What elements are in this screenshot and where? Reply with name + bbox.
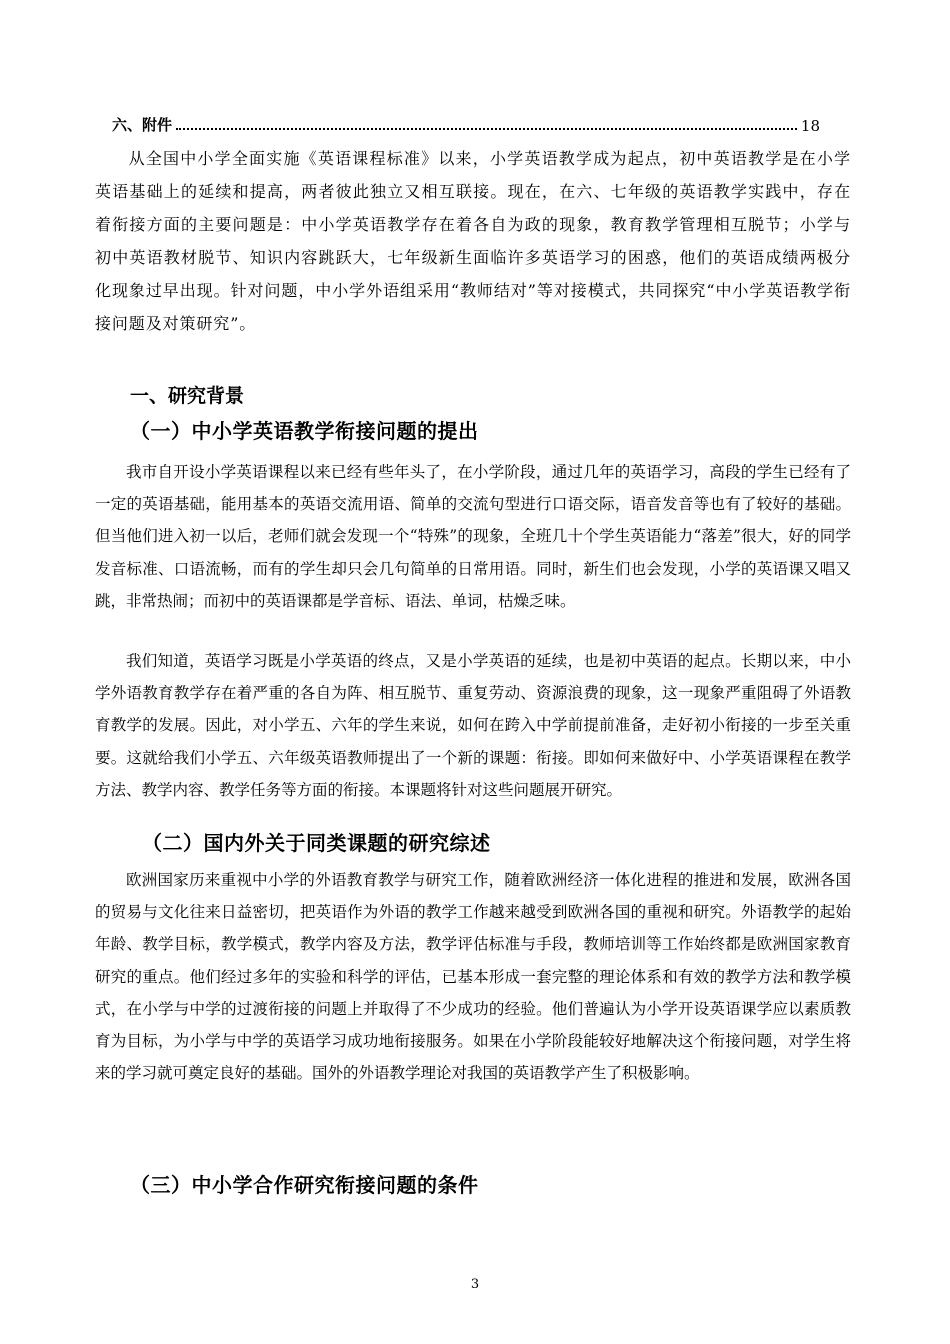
toc-entry	[112, 113, 820, 135]
subsection-heading-1: （一）中小学英语教学衔接问题的提出	[130, 419, 479, 443]
toc-entry-page: 18	[800, 117, 820, 135]
subsection-heading-2: （二）国内外关于同类课题的研究综述	[142, 831, 491, 855]
toc-entry-label: 六、附件	[112, 116, 173, 134]
toc-leader-dots	[176, 128, 797, 130]
section-heading-research-background: 一、研究背景	[130, 385, 245, 407]
subsection1-paragraph-1: 我市自开设小学英语课程以来已经有些年头了，在小学阶段，通过几年的英语学习，高段的学生已经有了一定的英语基础，能用基本的英语交流用语、简单的交流句型进行口语交际，语音发音等也有了较好的基础。但当他们进入初一以后，老师们就会发现一个“特殊”的现象，全班几十个学生英语能力“落差”很大，好的同学发音标准、口语流畅，而有的学生却只会几句简单的日常用语。同时，新生们也会发现，小学的英语课又唱又跳，非常热闹；而初中的英语课都是学音标、语法、单词，枯燥乏味。	[95, 463, 851, 610]
subsection1-paragraph-2: 我们知道，英语学习既是小学英语的终点，又是小学英语的延续，也是初中英语的起点。长期以来，中小学外语教育教学存在着严重的各自为阵、相互脱节、重复劳动、资源浪费的现象，这一现象严重阻碍了外语教育教学的发展。因此，对小学五、六年的学生来说，如何在跨入中学前提前准备，走好初小衔接的一步至关重要。这就给我们小学五、六年级英语教师提出了一个新的课题：衔接。即如何来做好中、小学英语课程在教学方法、教学内容、教学任务等方面的衔接。本课题将针对这些问题展开研究。	[95, 652, 851, 799]
subsection2-paragraph: 欧洲国家历来重视中小学的外语教育教学与研究工作，随着欧洲经济一体化进程的推进和发展，欧洲各国的贸易与文化往来日益密切，把英语作为外语的教学工作越来越受到欧洲各国的重视和研究。外语教学的起始年龄、教学目标，教学模式，教学内容及方法，教学评估标准与手段，教师培训等工作始终都是欧洲国家教育研究的重点。他们经过多年的实验和科学的评估，已基本形成一套完整的理论体系和有效的教学方法和教学模式，在小学与中学的过渡衔接的问题上并取得了不少成功的经验。他们普遍认为小学开设英语课学应以素质教育为目标，为小学与中学的英语学习成功地衔接服务。如果在小学阶段能较好地解决这个衔接问题，对学生将来的学习就可奠定良好的基础。国外的外语教学理论对我国的英语教学产生了积极影响。	[95, 871, 851, 1083]
intro-paragraph: 从全国中小学全面实施《英语课程标准》以来，小学英语教学成为起点，初中英语教学是在小学英语基础上的延续和提高，两者彼此独立又相互联接。现在，在六、七年级的英语教学实践中，存在着衔接方面的主要问题是：中小学英语教学存在着各自为政的现象，教育教学管理相互脱节；小学与初中英语教材脱节、知识内容跳跃大，七年级新生面临许多英语学习的困惑，他们的英语成绩两极分化现象过早出现。针对问题，中小学外语组采用“教师结对”等对接模式，共同探究“中小学英语教学衔接问题及对策研究”。	[95, 149, 851, 333]
page-number: 3	[470, 1277, 480, 1292]
subsection-heading-3: （三）中小学合作研究衔接问题的条件	[130, 1173, 479, 1197]
